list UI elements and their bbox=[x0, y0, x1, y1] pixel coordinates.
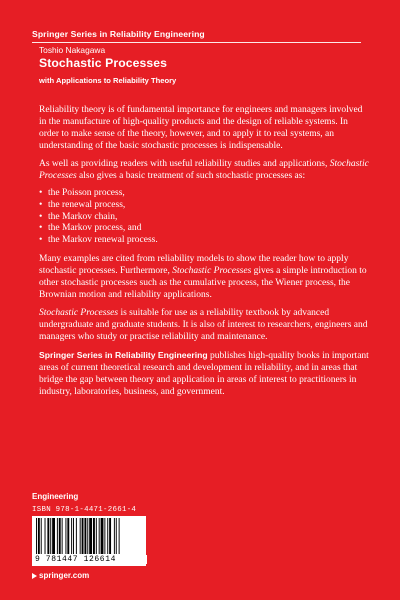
text-run: publishes high-quality books in important areas of current theoretical research and development in reliability, and in areas that bridge the gap between theory and application in areas of interest to practitioners in industry, laboratories, business, and government. bbox=[39, 350, 369, 397]
header-divider bbox=[32, 42, 361, 43]
blurb-paragraph-3 bbox=[39, 253, 369, 301]
list-item-text: the Markov chain, bbox=[48, 211, 118, 222]
text-run: is suitable for use as a reliability textbook by advanced undergraduate and graduate students. It is also of interest to researchers, engineers and managers who study or practise reliability and maintenance. bbox=[39, 307, 368, 342]
barcode-bar bbox=[47, 518, 49, 554]
list-item-text: the Poisson process, bbox=[48, 188, 125, 198]
barcode-bars-icon bbox=[32, 516, 146, 556]
text-run: also gives a basic treatment of such stochastic processes as: bbox=[76, 171, 306, 181]
barcode-bar bbox=[84, 518, 86, 554]
barcode-bar bbox=[50, 518, 51, 554]
barcode-bar bbox=[38, 518, 40, 554]
barcode-bar bbox=[76, 518, 77, 554]
barcode-bar bbox=[109, 518, 111, 554]
barcode-bar bbox=[101, 518, 104, 554]
series-name-bold: Springer Series in Reliability Engineering bbox=[39, 349, 208, 360]
barcode-bar bbox=[65, 518, 66, 554]
list-item bbox=[39, 188, 369, 200]
list-item bbox=[39, 223, 369, 235]
blurb bbox=[39, 104, 369, 404]
barcode-bar bbox=[87, 518, 88, 554]
bullet-icon: • bbox=[39, 235, 43, 246]
barcode-bar bbox=[67, 518, 69, 554]
book-title: Stochastic Processes bbox=[39, 56, 168, 70]
barcode-bar bbox=[80, 518, 81, 554]
list-item-text: the Markov renewal process. bbox=[48, 235, 158, 246]
barcode-bar bbox=[71, 518, 72, 554]
series-name: Springer Series in Reliability Engineering bbox=[32, 29, 205, 39]
book-title-italic: Stochastic Processes bbox=[172, 265, 252, 276]
barcode-bar bbox=[96, 518, 97, 554]
barcode-bar bbox=[57, 518, 58, 554]
barcode-bar bbox=[82, 518, 84, 554]
barcode-bar bbox=[41, 518, 42, 554]
book-title-italic: Stochastic Processes bbox=[39, 307, 119, 318]
barcode-bar bbox=[116, 518, 117, 554]
barcode-bar bbox=[114, 518, 115, 554]
text-run: Many examples are cited from reliability models to show the reader how to apply stochastic processes. Furthermore, bbox=[39, 253, 349, 276]
list-item-text: the renewal process, bbox=[48, 199, 126, 210]
list-item-text: the Markov process, and bbox=[48, 223, 142, 234]
barcode-bar bbox=[119, 518, 120, 554]
process-list bbox=[39, 188, 369, 247]
barcode-number: 9 781447 126614 bbox=[34, 555, 147, 564]
arrow-right-icon bbox=[32, 573, 37, 579]
list-item bbox=[39, 200, 369, 212]
blurb-paragraph-1: Reliability theory is of fundamental importance for engineers and managers involved in the manufacture of high-quality products and the design of reliable systems. In order to make sense of the theory, however, and to apply it to real systems, an understanding of the basic stochastic processes is indispensable. bbox=[39, 105, 363, 151]
text-run: gives a simple introduction to other stochastic processes such as the cumulative process, the Wiener process, the Brownian motion and reliability applications. bbox=[39, 265, 367, 300]
list-item bbox=[39, 235, 369, 247]
author-name: Toshio Nakagawa bbox=[39, 45, 106, 55]
subject-category: Engineering bbox=[32, 492, 79, 501]
isbn-text: ISBN 978-1-4471-2661-4 bbox=[32, 506, 137, 514]
blurb-paragraph-4 bbox=[39, 307, 369, 343]
barcode-bar bbox=[59, 518, 61, 554]
text-run: As well as providing readers with useful reliability studies and applications, bbox=[39, 159, 330, 169]
publisher-website bbox=[32, 571, 89, 580]
book-title-italic: Stochastic Processes bbox=[39, 159, 369, 181]
barcode-bar bbox=[107, 518, 108, 554]
book-subtitle: with Applications to Reliability Theory bbox=[39, 76, 177, 85]
barcode-bar bbox=[99, 518, 100, 554]
list-item bbox=[39, 212, 369, 224]
bullet-icon: • bbox=[39, 199, 43, 210]
barcode-bar bbox=[45, 518, 46, 554]
blurb-paragraph-5 bbox=[39, 349, 369, 398]
website-text: springer.com bbox=[39, 571, 90, 580]
blurb-paragraph-2 bbox=[39, 158, 369, 182]
barcode-bar bbox=[62, 518, 63, 554]
barcode-bar bbox=[93, 518, 95, 554]
barcode-bar bbox=[73, 518, 74, 554]
barcode-bar bbox=[104, 518, 105, 554]
bullet-icon: • bbox=[39, 211, 43, 222]
bullet-icon: • bbox=[39, 188, 43, 198]
bullet-icon: • bbox=[39, 223, 43, 234]
barcode-bar bbox=[89, 518, 92, 554]
barcode-bar bbox=[36, 518, 37, 554]
barcode-bar bbox=[52, 518, 55, 554]
